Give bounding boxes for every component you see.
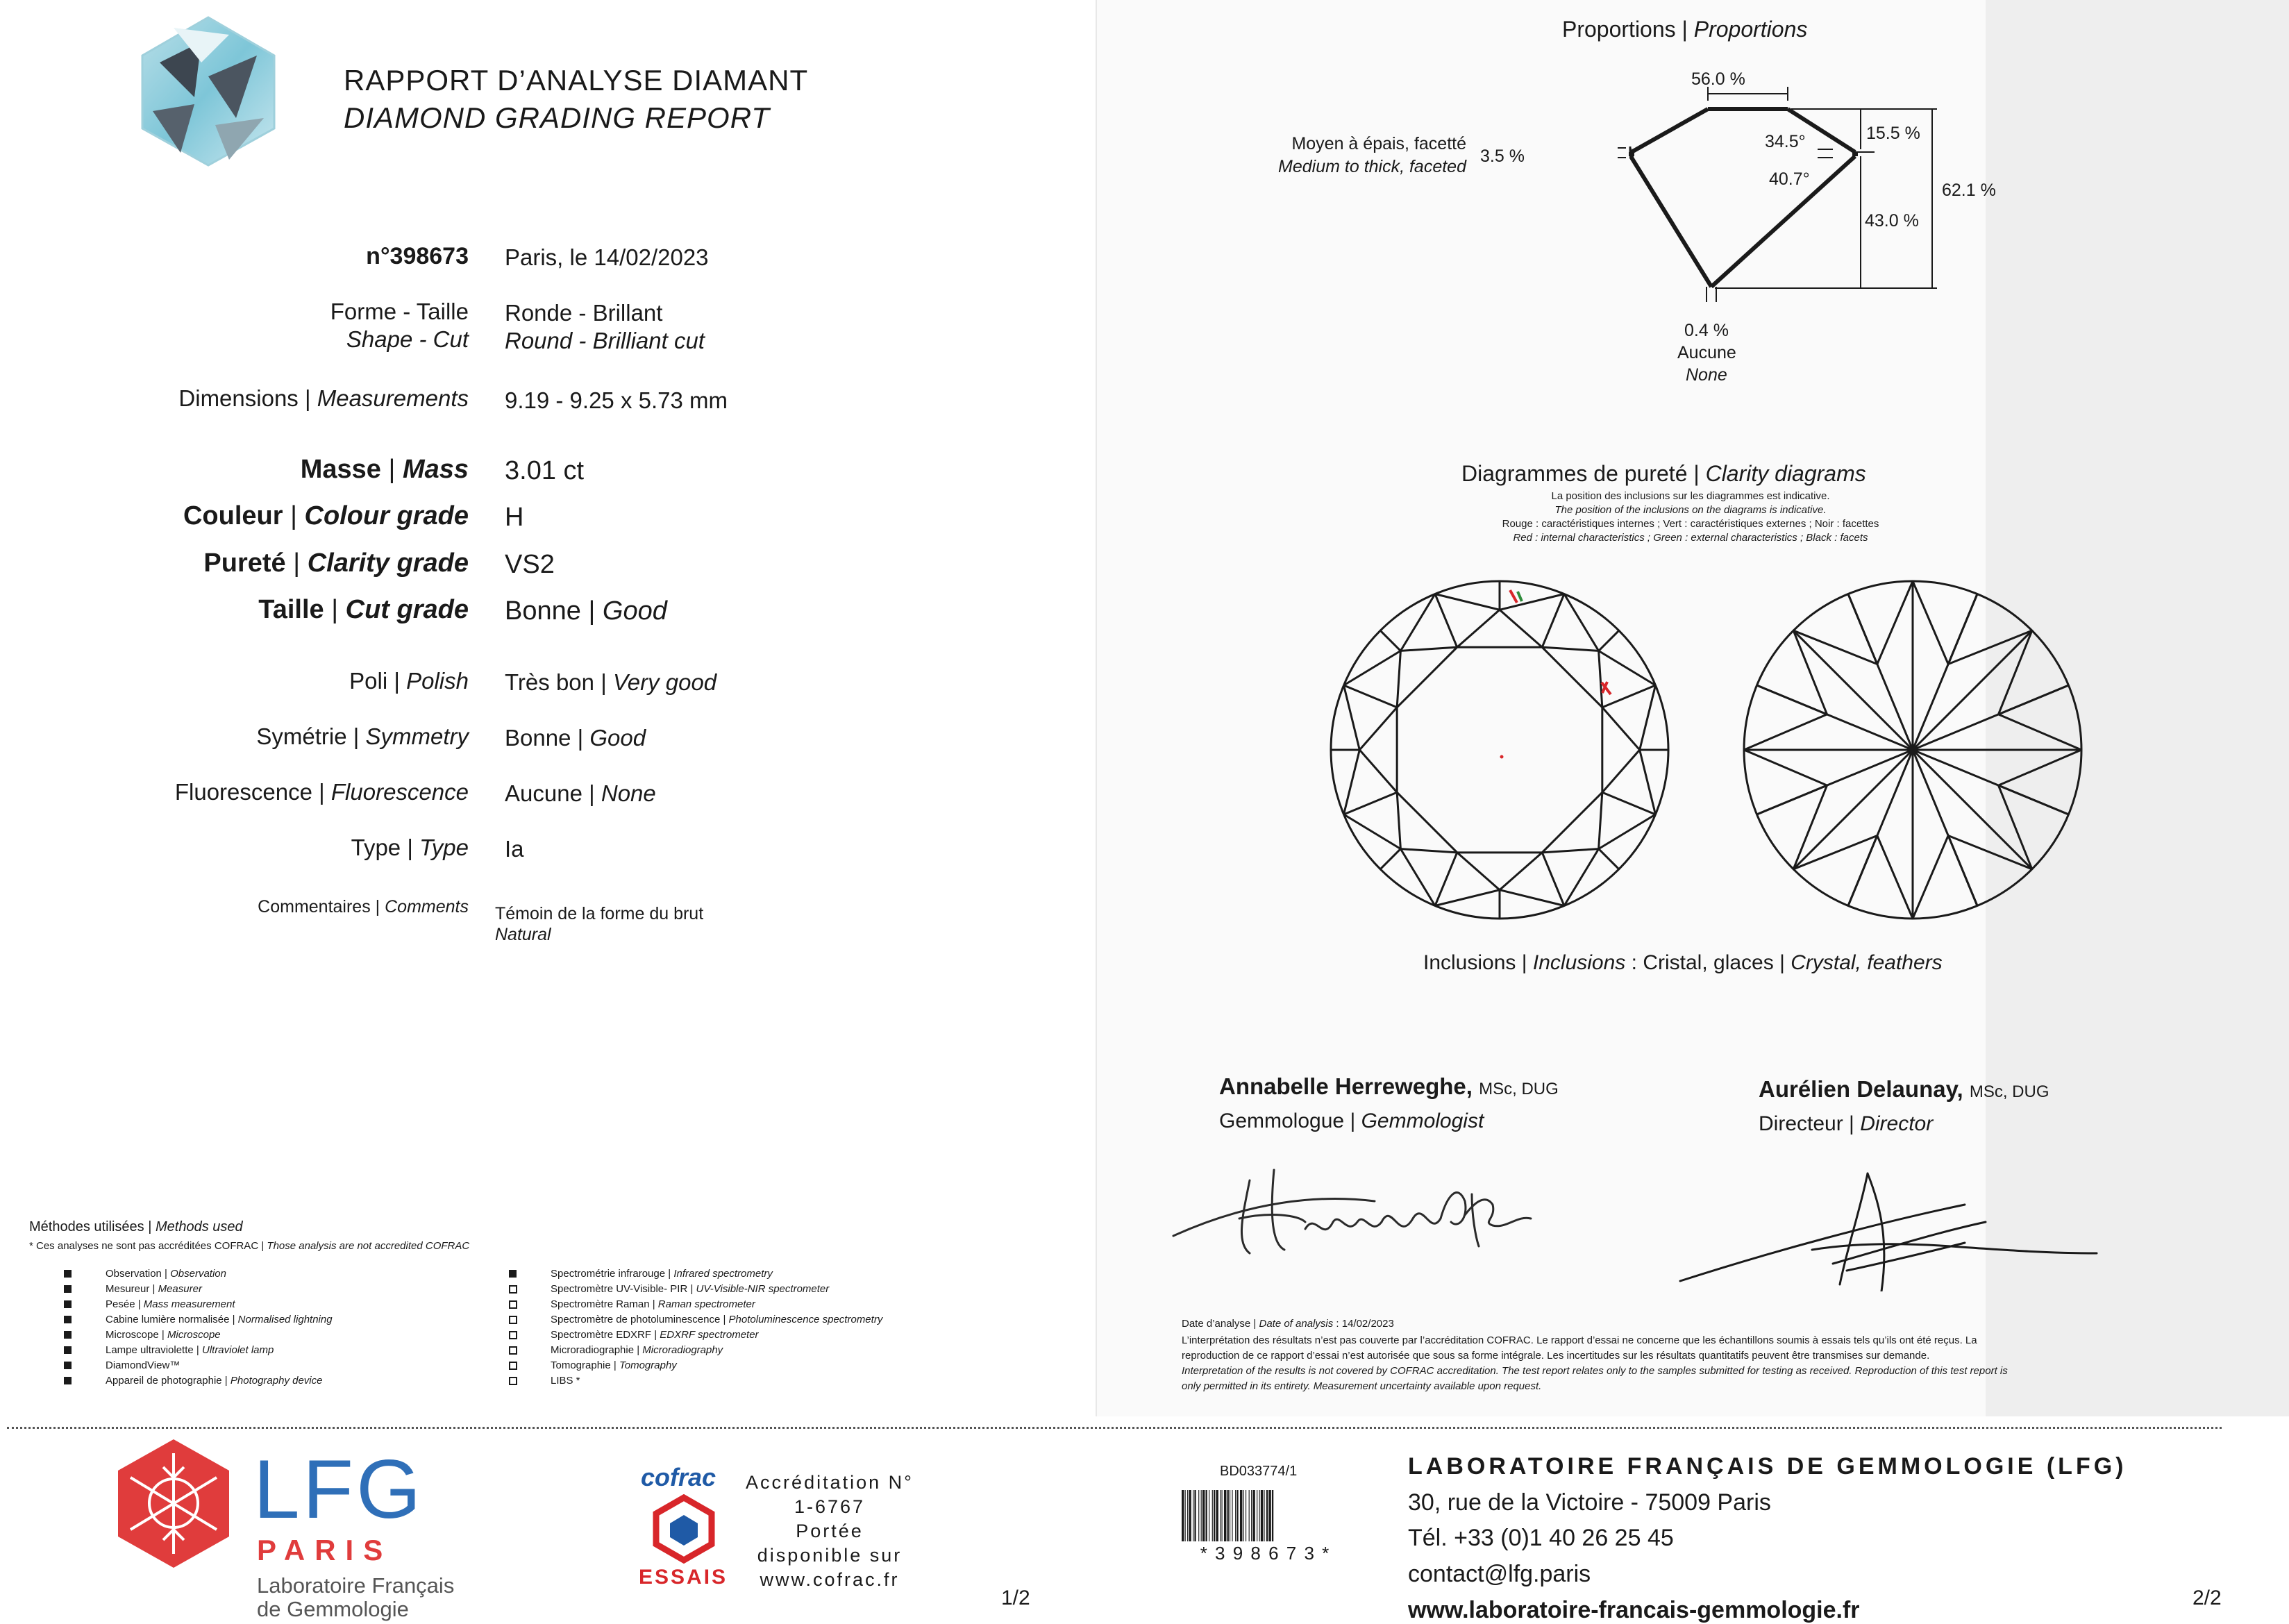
method-item <box>106 1298 235 1310</box>
fluorescence-value-en: None <box>601 780 656 806</box>
separator: | <box>601 669 607 695</box>
clarity-value: VS2 <box>505 550 555 579</box>
separator: | <box>375 897 380 916</box>
mass-label-en: Mass <box>402 455 469 484</box>
colour-label-fr: Couleur <box>183 501 283 530</box>
checked-box-icon <box>64 1346 72 1354</box>
method-name-fr: Tomographie <box>551 1359 611 1371</box>
separator: | <box>293 549 301 578</box>
unchecked-box-icon <box>509 1331 517 1339</box>
accreditation-line-5: www.cofrac.fr <box>760 1569 900 1590</box>
method-name-en: EDXRF spectrometer <box>660 1329 759 1341</box>
method-name-en: Mass measurement <box>143 1298 235 1310</box>
symmetry-value-fr: Bonne <box>505 725 571 751</box>
method-name-fr: Spectromètre Raman <box>551 1298 650 1310</box>
legal-line-2: reproduction de ce rapport d’essai n’est autorisée que sous sa forme intégrale. Les incertitudes sur les résultats quantitatifs peuvent être transmises sur demande. <box>1182 1350 1930 1362</box>
colon: : <box>1336 1318 1339 1330</box>
polish-label <box>349 668 469 694</box>
clarity-title-en: Clarity diagrams <box>1705 461 1866 486</box>
method-item <box>551 1268 773 1280</box>
signatory-2-role-fr: Directeur <box>1759 1112 1843 1135</box>
signatory-1-role-fr: Gemmologue <box>1219 1110 1345 1132</box>
polish-label-fr: Poli <box>349 668 388 694</box>
method-name-fr: DiamondView™ <box>106 1359 181 1371</box>
analysis-date-line <box>1182 1318 1394 1330</box>
comments-label-fr: Commentaires <box>258 897 371 916</box>
fluorescence-value <box>505 780 656 807</box>
method-item <box>551 1359 677 1371</box>
girdle-percent: 3.5 % <box>1480 147 1525 166</box>
analysis-date-label-en: Date of analysis <box>1259 1318 1334 1330</box>
method-name-fr: Microscope <box>106 1329 159 1341</box>
analysis-date-label-fr: Date d’analyse <box>1182 1318 1251 1330</box>
method-item <box>106 1344 274 1356</box>
method-item <box>106 1329 221 1341</box>
method-name-fr: Lampe ultraviolette <box>106 1344 194 1356</box>
report-title-fr: RAPPORT D’ANALYSE DIAMANT <box>344 64 809 97</box>
separator: | <box>161 1268 171 1280</box>
fluorescence-label <box>175 779 469 805</box>
method-name-en: Measurer <box>158 1283 202 1295</box>
method-item <box>106 1283 202 1295</box>
method-name-fr: Observation <box>106 1268 162 1280</box>
proportions-title <box>1562 17 1807 42</box>
separator: | <box>1682 17 1688 42</box>
inclusions-label-fr: Inclusions <box>1423 951 1516 974</box>
lfg-logo-sub-2: de Gemmologie <box>257 1597 409 1621</box>
separator: | <box>407 835 413 860</box>
checked-box-icon <box>64 1300 72 1308</box>
method-name-en: Microscope <box>167 1329 221 1341</box>
separator: | <box>588 596 596 626</box>
checked-box-icon <box>64 1270 72 1278</box>
separator: | <box>1849 1112 1854 1135</box>
barcode-text: * 3 9 8 6 7 3 * <box>1200 1543 1331 1564</box>
lab-website[interactable]: www.laboratoire-francais-gemmologie.fr <box>1408 1597 1860 1623</box>
separator: | <box>290 501 297 530</box>
clarity-note-en: The position of the inclusions on the diagrams is indicative. <box>1554 504 1827 516</box>
measurements-label-en: Measurements <box>317 385 469 411</box>
mass-value: 3.01 ct <box>505 456 585 485</box>
checked-box-icon <box>64 1285 72 1293</box>
method-name-fr: Spectrométrie infrarouge <box>551 1268 666 1280</box>
method-name-en: Infrared spectrometry <box>673 1268 773 1280</box>
barcode-icon <box>1180 1490 1350 1541</box>
clarity-label-en: Clarity grade <box>307 549 469 578</box>
comments-label-en: Comments <box>385 897 469 916</box>
table-percent: 56.0 % <box>1691 69 1745 89</box>
separator: | <box>1693 461 1700 486</box>
shape-value-en: Round - Brilliant cut <box>505 328 705 353</box>
separator: | <box>649 1298 658 1310</box>
separator: | <box>149 1283 158 1295</box>
type-label <box>351 835 469 861</box>
inclusions-fr: Cristal, glaces <box>1643 951 1774 974</box>
separator: | <box>1253 1318 1257 1330</box>
methods-title-fr: Méthodes utilisées <box>29 1219 144 1234</box>
legal-line-4: only permitted in its entirety. Measurement uncertainty available upon request. <box>1182 1380 1542 1392</box>
separator: | <box>687 1283 696 1295</box>
pavilion-angle: 40.7° <box>1769 169 1810 189</box>
lfg-snowflake-logo-icon <box>111 1436 236 1575</box>
colour-label <box>183 501 469 531</box>
polish-value-fr: Très bon <box>505 669 595 695</box>
lab-phone: Tél. +33 (0)1 40 26 25 45 <box>1408 1525 1674 1551</box>
method-name-fr: Appareil de photographie <box>106 1375 222 1387</box>
method-name-en: Photoluminescence spectrometry <box>728 1314 883 1325</box>
proportions-profile-diagram <box>1527 66 1979 302</box>
lab-email[interactable]: contact@lfg.paris <box>1408 1561 1591 1587</box>
shape-label-fr: Forme - Taille <box>330 299 469 324</box>
method-name-en: Ultraviolet lamp <box>201 1344 274 1356</box>
unchecked-box-icon <box>509 1285 517 1294</box>
separator: | <box>651 1329 660 1341</box>
method-name-fr: Microradiographie <box>551 1344 635 1356</box>
clarity-note-fr: La position des inclusions sur les diagrammes est indicative. <box>1551 490 1830 502</box>
methods-note-fr: * Ces analyses ne sont pas accréditées COFRAC <box>29 1240 259 1252</box>
separator: | <box>221 1375 230 1387</box>
type-label-en: Type <box>419 835 469 860</box>
separator: | <box>1521 951 1527 974</box>
method-name-fr: Pesée <box>106 1298 135 1310</box>
fluorescence-value-fr: Aucune <box>505 780 582 806</box>
type-label-fr: Type <box>351 835 401 860</box>
signatory-2 <box>1759 1076 2049 1103</box>
symmetry-value-en: Good <box>589 725 646 751</box>
polish-value-en: Very good <box>612 669 717 695</box>
separator: | <box>261 1240 265 1252</box>
separator: | <box>610 1359 619 1371</box>
report-place-date: Paris, le 14/02/2023 <box>505 244 709 270</box>
separator: | <box>388 455 396 484</box>
type-value: Ia <box>505 836 524 862</box>
cut-label-en: Cut grade <box>345 595 469 624</box>
method-name-en: UV-Visible-NIR spectrometer <box>696 1283 830 1295</box>
separator: | <box>319 779 325 805</box>
symmetry-label <box>256 723 469 750</box>
cut-value-fr: Bonne <box>505 596 581 626</box>
method-name-fr: Spectromètre UV-Visible- PIR <box>551 1283 688 1295</box>
method-item <box>551 1329 759 1341</box>
method-item <box>551 1344 723 1356</box>
method-item <box>551 1375 580 1387</box>
lfg-logo-city: PARIS <box>257 1534 393 1566</box>
crown-angle: 34.5° <box>1765 132 1806 151</box>
unchecked-box-icon <box>509 1316 517 1324</box>
cofrac-essais-label: ESSAIS <box>639 1566 728 1589</box>
method-item <box>106 1314 333 1325</box>
measurements-label-fr: Dimensions <box>178 385 299 411</box>
shape-value-fr: Ronde - Brillant <box>505 300 663 326</box>
comments-value-fr: Témoin de la forme du brut <box>495 904 704 923</box>
unchecked-box-icon <box>509 1300 517 1309</box>
separator: | <box>665 1268 674 1280</box>
pavilion-view-diagram <box>1739 576 2086 923</box>
comments-value-en: Natural <box>495 925 551 944</box>
accreditation-line-4: disponible sur <box>757 1545 903 1566</box>
methods-note-en: Those analysis are not accredited COFRAC <box>267 1240 470 1252</box>
method-name-en: Microradiography <box>642 1344 723 1356</box>
method-item <box>551 1283 829 1295</box>
method-name-fr: LIBS * <box>551 1375 580 1387</box>
lab-address: 30, rue de la Victoire - 75009 Paris <box>1408 1489 1771 1516</box>
cut-value-en: Good <box>602 596 667 626</box>
method-name-en: Tomography <box>619 1359 677 1371</box>
signatory-2-name: Aurélien Delaunay, <box>1759 1076 1963 1102</box>
total-depth: 62.1 % <box>1942 181 1996 200</box>
checked-box-icon <box>509 1270 517 1278</box>
unchecked-box-icon <box>509 1346 517 1355</box>
polish-value <box>505 669 716 696</box>
fluorescence-label-en: Fluorescence <box>330 779 469 805</box>
clarity-legend-en: Red : internal characteristics ; Green : external characteristics ; Black : facets <box>1513 532 1868 544</box>
methods-note <box>29 1240 469 1252</box>
clarity-legend-fr: Rouge : caractéristiques internes ; Vert : caractéristiques externes ; Noir : facettes <box>1502 518 1879 530</box>
separator: | <box>1350 1110 1356 1132</box>
methods-title-en: Methods used <box>155 1219 243 1234</box>
fluorescence-label-fr: Fluorescence <box>174 779 312 805</box>
checked-box-icon <box>64 1377 72 1384</box>
signatory-1-name: Annabelle Herreweghe, <box>1219 1073 1473 1099</box>
clarity-label-fr: Pureté <box>203 549 286 578</box>
signatory-1-role <box>1219 1110 1484 1133</box>
clarity-title-fr: Diagrammes de pureté <box>1461 461 1688 486</box>
separator: | <box>634 1344 643 1356</box>
analysis-date-value: 14/02/2023 <box>1341 1318 1394 1330</box>
separator: | <box>589 780 595 806</box>
method-name-en: Photography device <box>230 1375 323 1387</box>
method-name-fr: Mesureur <box>106 1283 150 1295</box>
accreditation-line-2: 1-6767 <box>794 1496 866 1517</box>
method-item <box>551 1314 882 1325</box>
cofrac-logo-text: cofrac <box>641 1463 716 1491</box>
cut-label-fr: Taille <box>258 595 324 624</box>
symmetry-label-en: Symmetry <box>365 723 469 749</box>
comments-label <box>258 897 469 917</box>
legal-line-3: Interpretation of the results is not covered by COFRAC accreditation. The test report relates only to the samples submitted for testing as received. Reproduction of this test report is <box>1182 1365 2008 1377</box>
clarity-label <box>203 549 469 578</box>
checked-box-icon <box>64 1362 72 1369</box>
separator: | <box>1779 951 1785 974</box>
method-item <box>106 1359 180 1371</box>
colour-value: H <box>505 503 524 532</box>
footer-divider <box>7 1427 2222 1429</box>
girdle-desc-en: Medium to thick, faceted <box>1278 157 1466 176</box>
report-title-en: DIAMOND GRADING REPORT <box>344 101 770 134</box>
inclusions-line <box>1423 951 1943 975</box>
cut-value <box>505 596 667 626</box>
checked-box-icon <box>64 1316 72 1323</box>
method-name-fr: Spectromètre de photoluminescence <box>551 1314 721 1325</box>
culet-desc-fr: Aucune <box>1677 343 1736 362</box>
cofrac-logo-icon <box>649 1494 719 1564</box>
inclusions-en: Crystal, feathers <box>1791 951 1943 974</box>
proportions-title-en: Proportions <box>1693 17 1808 42</box>
pavilion-depth: 43.0 % <box>1865 211 1919 231</box>
unchecked-box-icon <box>509 1362 517 1370</box>
separator: | <box>158 1329 167 1341</box>
signatory-1-degree: MSc, DUG <box>1479 1080 1559 1098</box>
signatory-2-role-en: Director <box>1860 1112 1934 1135</box>
lfg-logo-text: LFG <box>253 1443 424 1536</box>
signature-delaunay <box>1673 1166 2104 1291</box>
accreditation-line-3: Portée <box>796 1521 864 1541</box>
culet-percent: 0.4 % <box>1684 321 1729 340</box>
symmetry-value <box>505 725 646 751</box>
method-item <box>106 1268 226 1280</box>
page-fold-line <box>1096 0 1097 1416</box>
method-name-fr: Spectromètre EDXRF <box>551 1329 652 1341</box>
measurements-value: 9.19 - 9.25 x 5.73 mm <box>505 387 728 413</box>
method-name-fr: Cabine lumière normalisée <box>106 1314 230 1325</box>
clarity-diagrams-title <box>1461 461 1866 487</box>
polish-label-en: Polish <box>406 668 469 694</box>
barcode-reference: BD033774/1 <box>1220 1464 1298 1479</box>
method-name-en: Raman spectrometer <box>657 1298 755 1310</box>
mass-label <box>301 455 469 485</box>
inclusions-label-en: Inclusions <box>1532 951 1626 974</box>
separator: | <box>304 385 311 411</box>
shape-label-en: Shape - Cut <box>346 326 469 352</box>
checked-box-icon <box>64 1331 72 1339</box>
method-name-en: Normalised lightning <box>237 1314 333 1325</box>
separator: | <box>148 1219 152 1234</box>
symmetry-label-fr: Symétrie <box>256 723 347 749</box>
culet-desc-en: None <box>1686 365 1727 385</box>
colon: : <box>1631 951 1637 974</box>
signatory-1-role-en: Gemmologist <box>1361 1110 1484 1132</box>
accreditation-line-1: Accréditation N° <box>746 1472 914 1493</box>
page-number-left: 1/2 <box>1001 1587 1030 1609</box>
mass-label-fr: Masse <box>300 455 381 484</box>
crown-height: 15.5 % <box>1866 124 1920 143</box>
legal-line-1: L’interprétation des résultats n’est pas couverte par l’accréditation COFRAC. Le rapport d’essai ne concerne que les échantillons soumis à essais tels qu’ils ont été reçus. La <box>1182 1334 1977 1346</box>
signatory-2-degree: MSc, DUG <box>1969 1082 2049 1101</box>
measurements-label <box>178 385 469 412</box>
signatory-1 <box>1219 1073 1559 1100</box>
separator: | <box>720 1314 729 1325</box>
separator: | <box>331 595 339 624</box>
signatory-2-role <box>1759 1112 1933 1136</box>
lfg-logo-sub-1: Laboratoire Français <box>257 1573 455 1598</box>
page-number-right: 2/2 <box>2192 1587 2222 1609</box>
method-item <box>106 1375 322 1387</box>
separator: | <box>577 725 584 751</box>
separator: | <box>193 1344 202 1356</box>
unchecked-box-icon <box>509 1377 517 1385</box>
report-number: n°398673 <box>366 243 469 269</box>
signature-herreweghe <box>1166 1153 1555 1264</box>
hologram-emblem <box>132 14 285 167</box>
method-name-en: Observation <box>170 1268 226 1280</box>
cofrac-accreditation <box>732 1471 927 1592</box>
cut-label <box>258 595 469 625</box>
girdle-desc-fr: Moyen à épais, facetté <box>1291 134 1466 153</box>
separator: | <box>394 668 400 694</box>
proportions-title-fr: Proportions <box>1562 17 1676 42</box>
separator: | <box>229 1314 238 1325</box>
separator: | <box>135 1298 144 1310</box>
colour-label-en: Colour grade <box>304 501 469 530</box>
lab-name: LABORATOIRE FRANÇAIS DE GEMMOLOGIE (LFG) <box>1408 1453 2127 1480</box>
method-item <box>551 1298 755 1310</box>
crown-view-diagram <box>1326 576 1673 923</box>
separator: | <box>353 723 360 749</box>
methods-title <box>29 1219 243 1235</box>
